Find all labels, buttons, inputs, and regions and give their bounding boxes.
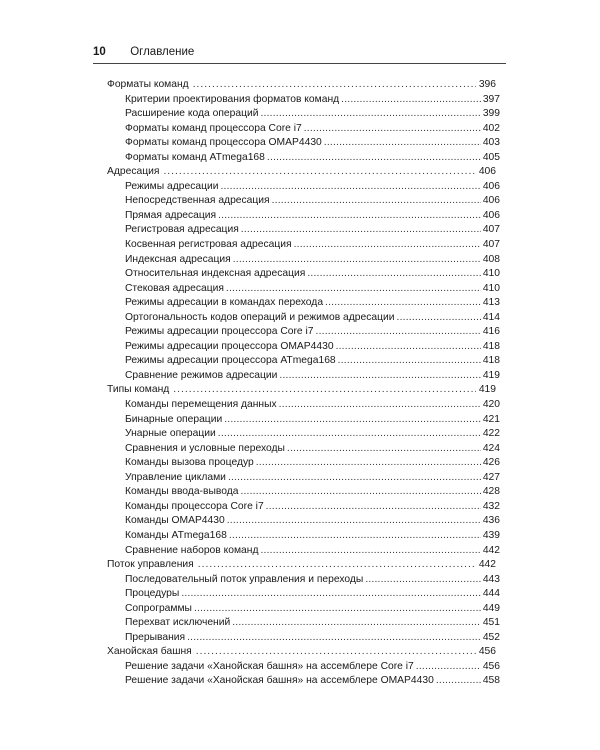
dot-leader [260, 544, 480, 559]
toc-entry-title: Команды вызова процедур [125, 457, 254, 469]
toc-entry-page: 408 [482, 253, 500, 265]
toc-entry-title: Адресация [107, 166, 160, 178]
dot-leader [272, 194, 481, 209]
toc-entry-page: 406 [482, 209, 500, 221]
toc-subsection-entry [107, 267, 500, 282]
toc-entry-page: 397 [482, 93, 500, 105]
dot-leader [365, 573, 481, 588]
toc-subsection-entry [107, 223, 500, 238]
toc-subsection-entry [107, 456, 500, 471]
toc-entry-page: 413 [482, 297, 500, 309]
toc-entry-page: 407 [482, 239, 500, 251]
toc-entry-title: Процедуры [125, 588, 180, 600]
toc-entry-title: Решение задачи «Ханойская башня» на ассемблере OMAP4430 [125, 675, 434, 687]
toc-subsection-entry [107, 573, 500, 588]
toc-entry-title: Команды ввода-вывода [125, 486, 239, 498]
toc-subsection-entry [107, 282, 500, 297]
page-number: 10 [93, 46, 106, 58]
toc-entry-title: Сравнение наборов команд [125, 544, 259, 556]
toc-subsection-entry [107, 194, 500, 209]
toc-entry-page: 414 [482, 311, 500, 323]
dot-leader [224, 413, 481, 428]
toc-section-entry [107, 78, 500, 93]
toc-subsection-entry [107, 253, 500, 268]
toc-entry-title: Режимы адресации процессора Core i7 [125, 326, 314, 338]
toc-subsection-entry [107, 660, 500, 675]
toc-subsection-entry [107, 544, 500, 559]
toc-subsection-entry [107, 442, 500, 457]
toc-entry-title: Режимы адресации процессора ATmega168 [125, 355, 336, 367]
toc-entry-title: Поток управления [107, 559, 194, 571]
toc-entry-page: 419 [482, 369, 500, 381]
dot-leader [240, 485, 480, 500]
dot-leader [325, 296, 481, 311]
toc-subsection-entry [107, 340, 500, 355]
dot-leader [256, 456, 481, 471]
toc-entry-title: Управление циклами [125, 471, 226, 483]
toc-subsection-entry [107, 107, 500, 122]
toc-section-entry [107, 558, 500, 573]
toc-subsection-entry [107, 136, 500, 151]
dot-leader [193, 78, 476, 93]
dot-leader [233, 253, 481, 268]
toc-entry-title: Сопрограммы [125, 602, 192, 614]
toc-entry-title: Команды ATmega168 [125, 529, 227, 541]
toc-entry-page: 396 [478, 79, 496, 90]
dot-leader [338, 354, 481, 369]
running-head: Оглавление [130, 46, 195, 58]
toc-entry-title: Форматы команд ATmega168 [125, 151, 265, 163]
dot-leader [181, 587, 481, 602]
toc-subsection-entry [107, 209, 500, 224]
toc-entry-title: Команды перемещения данных [125, 399, 277, 411]
toc-subsection-entry [107, 413, 500, 428]
toc-entry-page: 418 [482, 340, 500, 352]
toc-entry-title: Регистровая адресация [125, 224, 239, 236]
toc-entry-title: Перехват исключений [125, 617, 231, 629]
dot-leader [267, 151, 481, 166]
toc-entry-page: 442 [478, 559, 496, 571]
toc-entry-page: 421 [482, 413, 500, 425]
toc-subsection-entry [107, 398, 500, 413]
toc-entry-page: 402 [482, 122, 500, 134]
dot-leader [232, 616, 481, 631]
toc-entry-title: Индексная адресация [125, 253, 231, 265]
dot-leader [187, 631, 481, 646]
toc-entry-title: Стековая адресация [125, 282, 224, 294]
toc-entry-page: 424 [482, 442, 500, 454]
toc-subsection-entry [107, 311, 500, 326]
dot-leader [241, 223, 481, 238]
dot-leader [266, 500, 481, 515]
toc-entry-page: 422 [482, 428, 500, 440]
toc-entry-page: 410 [482, 282, 500, 294]
toc-subsection-entry [107, 485, 500, 500]
toc-entry-page: 420 [482, 399, 500, 411]
toc-entry-page: 456 [482, 660, 500, 672]
toc-entry-page: 405 [482, 151, 500, 163]
toc-entry-title: Прямая адресация [125, 209, 217, 221]
toc-entry-page: 428 [482, 486, 500, 498]
toc-entry-page: 399 [482, 108, 500, 120]
toc-section-entry [107, 645, 500, 660]
toc-entry-title: Режимы адресации в командах перехода [125, 297, 324, 309]
toc-entry-page: 418 [482, 355, 500, 367]
toc-entry-page: 432 [482, 500, 500, 512]
dot-leader [397, 311, 481, 326]
toc-entry-title: Последовательный поток управления и переходы [125, 573, 364, 585]
toc-subsection-entry [107, 238, 500, 253]
dot-leader [226, 282, 481, 297]
page-header [93, 42, 506, 62]
toc-entry-page: 443 [482, 573, 500, 585]
toc-entry-page: 442 [482, 544, 500, 556]
toc-entry-title: Косвенная регистровая адресация [125, 239, 292, 251]
toc-entry-title: Режимы адресации [125, 180, 219, 192]
toc-entry-page: 451 [482, 617, 500, 629]
dot-leader [416, 660, 481, 675]
header-rule [93, 63, 506, 64]
toc-subsection-entry [107, 587, 500, 602]
toc-subsection-entry [107, 602, 500, 617]
toc-subsection-entry [107, 296, 500, 311]
toc-entry-title: Форматы команд процессора Core i7 [125, 122, 302, 134]
dot-leader [316, 325, 481, 340]
dot-leader [218, 427, 481, 442]
dot-leader [336, 340, 481, 355]
toc-subsection-entry [107, 500, 500, 515]
toc-subsection-entry [107, 631, 500, 646]
toc-subsection-entry [107, 674, 500, 689]
dot-leader [287, 442, 481, 457]
toc-subsection-entry [107, 529, 500, 544]
toc-entry-title: Сравнения и условные переходы [125, 442, 285, 454]
toc-subsection-entry [107, 180, 500, 195]
toc-section-entry [107, 165, 500, 180]
toc-entry-page: 407 [482, 224, 500, 236]
dot-leader [304, 122, 481, 137]
toc-subsection-entry [107, 427, 500, 442]
toc-entry-title: Прерывания [125, 631, 186, 643]
dot-leader [324, 136, 481, 151]
dot-leader [229, 529, 481, 544]
dot-leader [294, 238, 481, 253]
dot-leader [220, 180, 480, 195]
toc-entry-title: Критерии проектирования форматов команд [125, 93, 340, 105]
toc-entry-title: Унарные операции [125, 428, 216, 440]
toc-entry-page: 427 [482, 471, 500, 483]
toc-subsection-entry [107, 514, 500, 529]
dot-leader [341, 93, 481, 108]
toc-entry-title: Расширение кода операций [125, 108, 259, 120]
toc-entry-page: 403 [482, 137, 500, 149]
toc-entry-page: 456 [478, 646, 496, 658]
toc-entry-title: Относительная индексная адресация [125, 268, 306, 280]
toc-entry-title: Форматы команд процессора OMAP4430 [125, 137, 322, 149]
toc-entry-title: Форматы команд [107, 79, 189, 90]
table-of-contents [107, 78, 500, 689]
toc-entry-page: 458 [482, 675, 500, 687]
toc-subsection-entry [107, 151, 500, 166]
toc-subsection-entry [107, 325, 500, 340]
dot-leader [218, 209, 481, 224]
toc-subsection-entry [107, 616, 500, 631]
toc-subsection-entry [107, 354, 500, 369]
toc-entry-title: Ханойская башня [107, 646, 192, 658]
dot-leader [163, 165, 475, 180]
dot-leader [307, 267, 480, 282]
toc-entry-page: 426 [482, 457, 500, 469]
toc-entry-page: 406 [478, 166, 496, 178]
toc-entry-page: 436 [482, 515, 500, 527]
toc-entry-page: 419 [478, 384, 496, 396]
toc-entry-page: 452 [482, 631, 500, 643]
toc-entry-title: Бинарные операции [125, 413, 223, 425]
dot-leader [196, 645, 476, 660]
dot-leader [194, 602, 481, 617]
toc-entry-title: Типы команд [107, 384, 170, 396]
toc-entry-title: Ортогональность кодов операций и режимов адресации [125, 311, 395, 323]
dot-leader [198, 558, 476, 573]
dot-leader [279, 398, 481, 413]
dot-leader [436, 674, 481, 689]
toc-entry-page: 449 [482, 602, 500, 614]
toc-entry-page: 416 [482, 326, 500, 338]
dot-leader [173, 383, 476, 398]
toc-subsection-entry [107, 369, 500, 384]
dot-leader [227, 514, 481, 529]
toc-section-entry [107, 383, 500, 398]
toc-entry-title: Режимы адресации процессора OMAP4430 [125, 340, 334, 352]
toc-entry-title: Непосредственная адресация [125, 195, 270, 207]
toc-entry-page: 406 [482, 180, 500, 192]
toc-entry-title: Решение задачи «Ханойская башня» на ассемблере Core i7 [125, 660, 414, 672]
toc-entry-page: 439 [482, 529, 500, 541]
dot-leader [228, 471, 481, 486]
dot-leader [279, 369, 480, 384]
toc-subsection-entry [107, 93, 500, 108]
toc-entry-title: Команды процессора Core i7 [125, 500, 264, 512]
toc-entry-title: Сравнение режимов адресации [125, 369, 278, 381]
toc-entry-title: Команды OMAP4430 [125, 515, 225, 527]
toc-entry-page: 444 [482, 588, 500, 600]
dot-leader [261, 107, 481, 122]
toc-entry-page: 406 [482, 195, 500, 207]
toc-entry-page: 410 [482, 268, 500, 280]
toc-subsection-entry [107, 122, 500, 137]
toc-subsection-entry [107, 471, 500, 486]
